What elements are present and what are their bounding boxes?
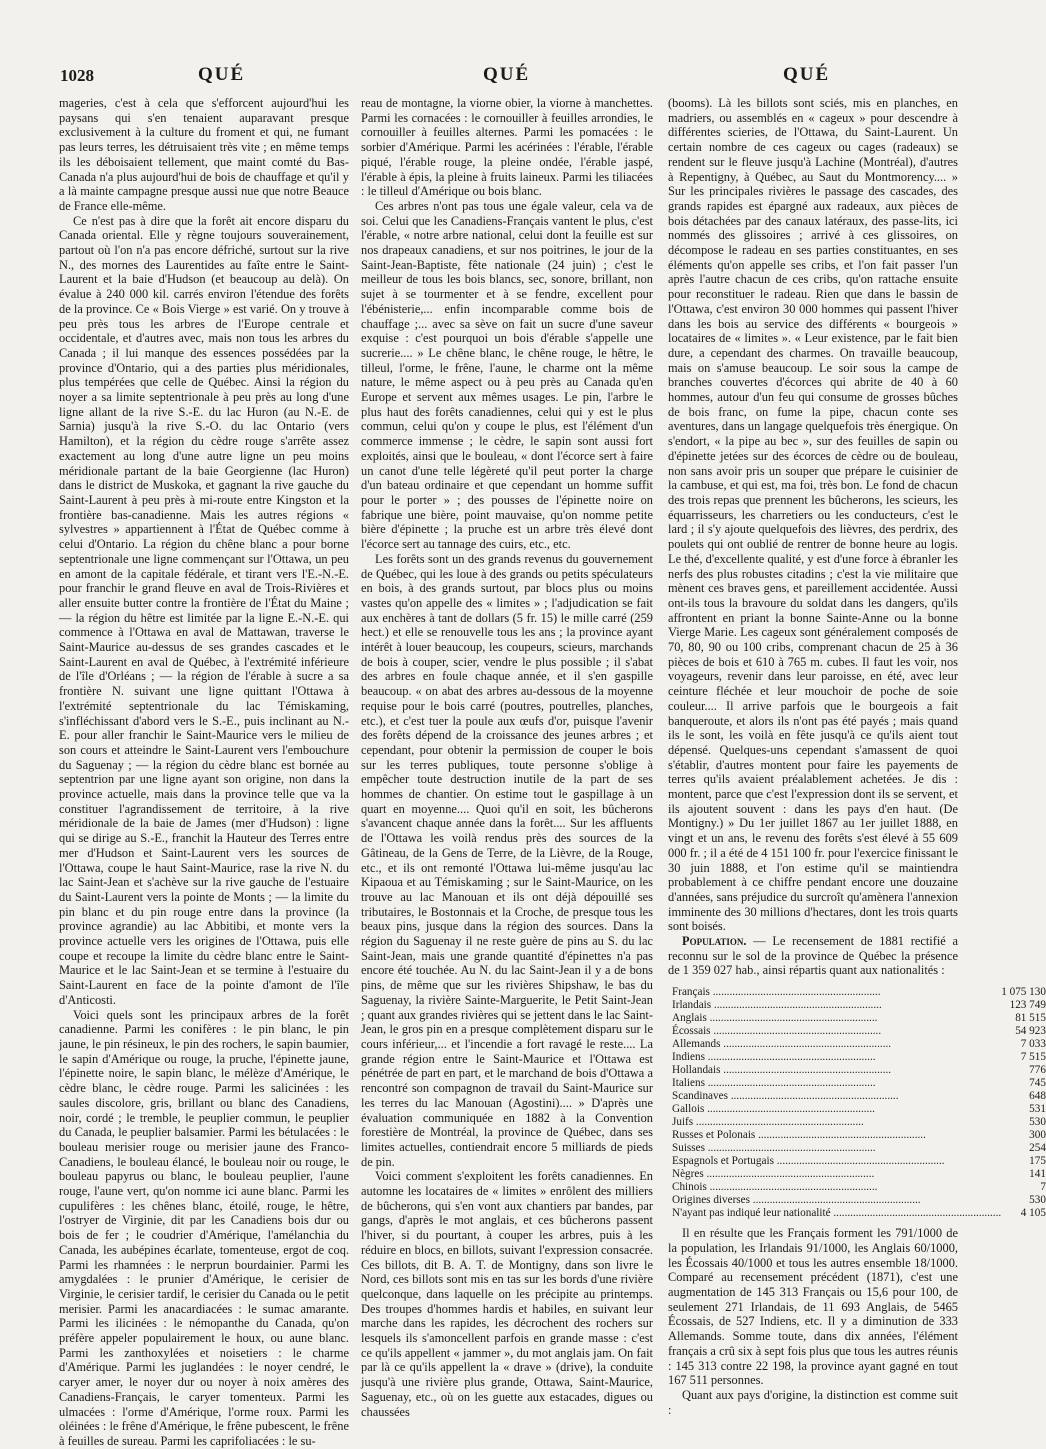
nationality-name: Hollandais ............................................................ [672,1064,892,1077]
nationality-count: 123 749 [1009,999,1046,1012]
nationality-row [672,1129,1046,1142]
nationality-row [672,1116,1046,1129]
nationality-count: 7 [1040,1181,1046,1194]
nationality-row [672,1038,1046,1051]
nationality-count: 648 [1029,1090,1046,1103]
nationality-name: Français ............................................................ [672,986,881,999]
nationality-count: 254 [1029,1142,1046,1155]
page-number: 1028 [60,66,94,85]
paragraph: Voici comment s'exploitent les forêts canadiennes. En automne les locataires de « limites » enrôlent des milliers de bûcherons, qui s'en vont aux chantiers par bandes, par gangs, d'après le mot anglais, et ces bûcherons passent l'hiver, si du pourtant, à couper les arbres, puis à les réduire en blocs, en billots, suivant l'expression consacrée. Ces billots, dit B. A. T. de Montigny, dans son livre le Nord, ces billots sont mis en tas sur les bords d'une rivière quelconque, dans laquelle on les précipite au printemps. Des troupes d'hommes hardis et habiles, en suivant leur marche dans les rapides, les décrochent des rochers sur lesquels ils s'amoncellent parfois en grande masse : c'est ce qu'ils appellent « jammer », du mot anglais jam. On fait par là ce qu'ils appellent la « drave » (drive), la conduite jusqu'à une rivière plus grande, Ottawa, Saint-Maurice, Saguenay, etc., où on les guette aux estacades, digues ou chaussées [361,1169,653,1419]
paragraph: Les forêts sont un des grands revenus du gouvernement de Québec, qui les loue à des grands ou petits spéculateurs en bois, à des grands surtout, par blocs plus ou moins vastes qu'on appelle des « limites » ; l'adjudication se fait aux enchères à tant de dollars (5 fr. 15) le mille carré (259 hect.) et elle se renouvelle tous les ans ; la province ayant intérêt à louer beaucoup, les coupeurs, scieurs, marchands de bois à couper, scier, vendre le plus possible ; il s'abat des arbres en foule chaque année, et il s'en gaspille beaucoup. « on abat des arbres au-dessous de la moyenne requise pour le bois carré (poutres, poutrelles, planches, etc.), et c'est tuer la poule aux œufs d'or, puisque l'avenir des forêts dépend de la croissance des jeunes arbres ; et cependant, pour obtenir la permission de couper le bois sur les terres publiques, toute personne s'oblige à empêcher toute destruction inutile de la part de ses hommes de chantier. On estime tout le gaspillage à un quart en moyenne.... Quoi qu'il en soit, les bûcherons s'avancent chaque année dans la forêt.... Sur les affluents de l'Ottawa les voilà rendus près des sources de la Gâtineau, de la Gens de Terre, de la Lièvre, de la Rouge, etc., et ils ont remonté l'Ottawa lui-même jusqu'au lac Kipaoua et au Témiskaming ; sur le Saint-Maurice, on les trouve au lac Manouan et ils ont déjà dépouillé ses tributaires, le Bostonnais et la Croche, de presque tous les beaux pins, jusque dans la région des sources. Dans la région du Saguenay il ne reste guère de pins au S. du lac Saint-Jean, mais une grande quantité d'épinettes n'a pas encore été touchée. Au N. du lac Saint-Jean il y a de bons pins, de même que sur les rivières Shipshaw, le bas du Saguenay, la rivière Sainte-Marguerite, le Petit Saint-Jean ; quant aux grandes rivières qui se jettent dans le lac Saint-Jean, le gros pin en a presque complètement disparu sur le cours inférieur,... et l'incendie a fort ravagé le reste.... La grande région entre le Saint-Maurice et l'Ottawa est pénétrée de part en part, et le marchand de bois d'Ottawa a rencontré son compagnon de travail du Saint-Maurice sur les terres du lac Manouan (Agostini).... » D'après une évaluation communiquée en 1882 à la Convention forestière de Montréal, la province de Québec, dans ses limites actuelles, contiendrait encore 5 milliards de pieds de pin. [361,551,653,1169]
nationality-count: 7 033 [1020,1038,1046,1051]
nationality-count: 531 [1029,1103,1046,1116]
nationality-count: 4 105 [1020,1207,1046,1220]
nationality-row [672,1025,1046,1038]
nationality-row [672,1077,1046,1090]
population-paragraph [668,934,958,978]
running-head-left: QUÉ [198,64,246,85]
nationality-name: Russes et Polonais ............................................................ [672,1129,926,1142]
nationality-name: Allemands ............................................................ [672,1038,892,1051]
text-column-3 [668,96,1046,1417]
paragraph: (booms). Là les billots sont sciés, mis en planches, en madriers, ou assemblés en « cageux » pour descendre à différentes scieries, de l'Ottawa, du Saint-Laurent. Un certain nombre de ces cageux ou cages (radeaux) se rendent sur le fleuve jusqu'à Lachine (Montréal), d'autres à Repentigny, à Québec, au Saut du Montmorency.... » Sur les principales rivières le passage des cascades, des grands rapides est épargné aux radeaux, aux pièces de bois détachées par des canaux latéraux, des passe-lits, ici nommés des glissoires ; arrivé à ces glissoires, on décompose le radeau en ses parties constituantes, en ses éléments qu'on appelle ses cribs, et l'on fait passer l'un après l'autre chacun de ces cribs, qu'on rattache ensuite pour reconstituer le radeau. Rien que dans le bassin de l'Ottawa, c'est environ 30 000 hommes qui passent l'hiver dans les bois au service des différents « bourgeois » locataires de « limites ». « Leur existence, par le fait bien dure, a cependant des charmes. On travaille beaucoup, mais on s'amuse beaucoup. Le soir sous la campe de branches couvertes d'écorces qui abrite de 40 à 60 hommes, autour d'un feu qui consume de grosses bûches de bois franc, on fume la pipe, chacun conte ses aventures, dans un langage quelquefois très énergique. On s'endort, « la pipe au bec », sur des feuilles de sapin ou d'épinette jetées sur des écorces de cèdre ou de bouleau, non sans avoir pris un souper que prépare le cuisinier de la cambuse, et qui est, ma foi, très bon. Le fond de chacun des trois repas que prennent les bûcherons, les scieurs, les équarrisseurs, les charretiers ou les conducteurs, c'est le lard ; il s'y ajoute quelquefois des lièvres, des perdrix, des poulets qui ont oublié de rentrer de bonne heure au logis. Le thé, d'excellente qualité, y est d'une force à ébranler les nerfs des plus robustes citadins ; c'est la vie militaire que mènent ces braves gens, et pareillement accidentée. Aussi ont-ils tous la bravoure du soldat dans les dangers, qu'ils affrontent en priant la bonne Sainte-Anne ou la bonne Vierge Marie. Les cageux sont généralement composés de 70, 80, 90 ou 100 cribs, comprenant chacun de 25 à 36 pièces de bois et 610 à 765 m. cubes. Il faut les voir, nos voyageurs, revenir dans leur paroisse, en été, avec leur ceinture fléchée et leur mouchoir de poche de soie couleur.... Il arrive parfois que le bourgeois a fait banqueroute, et alors ils n'ont pas été payés ; mais quand ils le sont, les voilà en fête jusqu'à ce qu'ils aient tout dépensé. Quelques-uns cependant s'amassent de quoi s'établir, d'autres montent pour faire les payements de terres qu'ils avaient préalablement achetées. Je dis : montent, parce que c'est l'expression dont ils se servent, et ils ajoutent souvent : dans les pays d'en haut. (De Montigny.) » Du 1er juillet 1867 au 1er juillet 1888, en vingt et un ans, le revenu des forêts s'est élevé à 55 609 000 fr. ; il a été de 4 151 100 fr. pour l'exercice finissant le 30 juin 1888, et l'on estime qu'il se maintiendra probablement à ce chiffre pendant encore une douzaine d'années, sans préjudice du surcroît qu'amènera l'annexion imminente des 30 millions d'hectares, dont les trois quarts sont boisés. [668,96,958,934]
section-label: Population. [682,934,747,949]
paragraph: reau de montagne, la viorne obier, la viorne à manchettes. Parmi les cornacées : le cornouiller à feuilles arrondies, le cornouiller à feuilles alternes. Parmi les pomacées : le sorbier d'Amérique. Parmi les acérinées : l'érable, l'érable piqué, l'érable rouge, la pleine ondée, l'érable jaspé, l'érable à épis, la pleine à fruits laineux. Parmi les tiliacées : le tilleul d'Amérique ou bois blanc. [361,96,653,199]
nationality-name: Chinois ............................................................ [672,1181,878,1194]
nationality-count: 776 [1029,1064,1046,1077]
nationality-count: 7 515 [1020,1051,1046,1064]
paragraph: Ces arbres n'ont pas tous une égale valeur, cela va de soi. Celui que les Canadiens-Français vantent le plus, c'est l'érable, « notre arbre national, celui dont la feuille est sur nos drapeaux canadiens, et sur nos poitrines, le jour de la Saint-Jean-Baptiste, fête nationale (24 juin) ; c'est le meilleur de tous les bois blancs, sec, sonore, brillant, non sujet à se tourmenter et à se fendre, excellent pour l'ébénisterie,... enfin incomparable comme bois de chauffage ;... avec sa sève on fait un sucre d'une saveur exquise : c'est pourquoi un bois d'érable s'appelle une sucrerie.... » Le chêne blanc, le chêne rouge, le hêtre, le tilleul, l'orme, le frêne, l'aune, le charme ont la même nature, le même aspect ou à peu près au Canada qu'en Europe et servent aux mêmes usages. Le pin, l'arbre le plus haut des forêts canadiennes, celui qui y est le plus commun, celui qu'on y coupe le plus, est l'élément d'un commerce immense ; le cèdre, le sapin sont aussi fort exploités, ainsi que le bouleau, « dont l'écorce sert à faire un canot d'une telle légèreté qu'il peut porter la charge d'un bateau ordinaire et que cependant un homme suffit pour le porter » ; des pousses de l'épinette noire on fabrique une bière, point mauvaise, qu'on nomme petite bière d'épinette ; la pruche est un arbre très élevé dont l'écorce sert au tannage des cuirs, etc., etc. [361,198,653,552]
text-column-1 [59,96,349,1448]
paragraph: Quant aux pays d'origine, la distinction est comme suit : [668,1387,958,1417]
nationality-name: Irlandais ............................................................ [672,999,882,1012]
nationality-name: Suisses ............................................................ [672,1142,876,1155]
nationality-count: 530 [1029,1194,1046,1207]
nationality-name: Espagnols et Portugais ............................................................ [672,1155,945,1168]
nationality-row [672,1168,1046,1181]
nationality-count: 81 515 [1015,1012,1046,1025]
nationality-row [672,1181,1046,1194]
paragraph: Il en résulte que les Français forment les 791/1000 de la population, les Irlandais 91/1000, les Anglais 60/1000, les Écossais 40/1000 et tous les autres ensemble 18/1000. Comparé au recensement précédent (1871), c'est une augmentation de 145 313 Français ou 15,6 pour 100, de seulement 271 Irlandais, de 11 693 Anglais, de 5465 Écossais, de 527 Indiens, etc. Il y a diminution de 333 Allemands. Somme toute, dans dix années, l'élément français a crû six à sept fois plus que tous les autres réunis : 145 313 contre 22 198, la province ayant gagné en tout 167 511 personnes. [668,1226,958,1388]
nationality-name: N'ayant pas indiqué leur nationalité ............................................................ [672,1207,1002,1220]
nationality-count: 300 [1029,1129,1046,1142]
nationality-count: 141 [1029,1168,1046,1181]
nationality-name: Nègres ............................................................ [672,1168,875,1181]
page-header [0,62,1000,92]
nationality-name: Gallois ............................................................ [672,1103,875,1116]
nationality-row [672,1012,1046,1025]
running-head-right: QUÉ [783,64,831,85]
nationality-count: 175 [1029,1155,1046,1168]
nationality-name: Juifs ............................................................ [672,1116,864,1129]
nationality-name: Origines diverses ............................................................ [672,1194,921,1207]
nationality-row [672,1207,1046,1220]
paragraph: Voici quels sont les principaux arbres de la forêt canadienne. Parmi les conifères : le pin blanc, le pin jaune, le pin résineux, le pin des rochers, le sapin baumier, le sapin d'Amérique ou rouge, la pruche, l'épinette jaune, l'épinette noire, le sapin blanc, le mélèze d'Amérique, le cèdre blanc, le cèdre rouge. Parmi les salicinées : les saules discolore, gris, brillant ou blanc des Canadiens, noir, cordé ; le tremble, le peuplier commun, le peuplier du Canada, le peuplier balsamier. Parmi les bétulacées : le bouleau merisier rouge ou merisier jaune des Franco-Canadiens, le bouleau élancé, le bouleau noir ou rouge, le bouleau papyrus ou blanc, le bouleau peuplier, l'aune rouge, l'aune vert, qu'on nomme ici aune blanc. Parmi les cupulifères : les chênes blanc, étoilé, rouge, le hêtre, l'ostryer de Virginie, dit par les Canadiens bois dur ou bois de fer ; le coudrier d'Amérique, l'amélanchia du Canada, les aubépines écarlate, tomenteuse, ergot de coq. Parmi les rhamnées : le nerprun bourdainier. Parmi les amygdalées : le prunier d'Amérique, le cerisier de Virginie, le cerisier tardif, le cerisier du Canada ou le petit merisier. Parmi les anacardiacées : le sumac amarante. Parmi les ilicinées : le némopanthe du Canada, qu'on préfère appeler populairement le houx, ou aune blanc. Parmi les zanthoxylées et noisetiers : le charme d'Amérique. Parmi les juglandées : le noyer cendré, le caryer amer, le noyer dur ou noyer à noix amères des Canadiens-Français, le caryer tomenteux. Parmi les ulmacées : l'orme d'Amérique, l'orme roux. Parmi les oléinées : le frêne d'Amérique, le frêne pubescent, le frêne à feuilles de sureau. Parmi les caprifoliacées : le su- [59,1007,349,1448]
nationality-row [672,1155,1046,1168]
nationality-count: 54 923 [1015,1025,1046,1038]
nationality-name: Anglais ............................................................ [672,1012,878,1025]
paragraph: mageries, c'est à cela que s'efforcent aujourd'hui les paysans qui s'en tenaient auparavant presque exclusivement à la culture du froment et qui, ne fumant pas leurs terres, les détruisaient très vite ; en même temps ils les déboisaient tellement, que maint comté du Bas-Canada n'a plus aujourd'hui de bois de chauffage et qu'il y a là mainte campagne presque aussi nue que notre Beauce de France elle-même. [59,96,349,213]
nationality-row [672,1090,1046,1103]
text-column-2 [361,96,653,1419]
population-intro: — Le recensement de 1881 rectifié a reconnu sur le sol de la province de Québec la présence de 1 359 027 hab., ainsi répartis quant aux nationalités : [668,934,958,978]
nationality-name: Écossais ............................................................ [672,1025,882,1038]
nationality-count: 1 075 130 [1001,986,1046,999]
nationality-name: Scandinaves ............................................................ [672,1090,899,1103]
nationality-count: 530 [1029,1116,1046,1129]
nationality-row [672,986,1046,999]
nationality-count: 745 [1029,1077,1046,1090]
nationality-name: Italiens ............................................................ [672,1077,876,1090]
nationality-row [672,1194,1046,1207]
nationality-table [672,986,1046,1220]
nationality-name: Indiens ............................................................ [672,1051,876,1064]
nationality-row [672,1103,1046,1116]
nationality-row [672,1142,1046,1155]
nationality-row [672,999,1046,1012]
nationality-row [672,1051,1046,1064]
paragraph: Ce n'est pas à dire que la forêt ait encore disparu du Canada oriental. Elle y règne toujours souverainement, partout où l'on n'a pas encore défriché, surtout sur la rive N., des mornes des Laurentides au faîte entre le Saint-Laurent et la baie d'Hudson (et beaucoup au delà). On évalue à 240 000 kil. carrés environ l'étendue des forêts de la province. Ce « Bois Vierge » est varié. On y trouve à peu près tous les arbres de l'Europe centrale et occidentale, et d'autres avec, mais non tous les arbres du Canada ; il lui manque des essences possédées par la province d'Ontario, qui a des parties plus méridionales, plus tempérées que celle de Québec. Ainsi la région du noyer a sa limite septentrionale à peu près au long d'une ligne allant de la rive S.-E. du lac Huron (au N.-E. de Sarnia) jusqu'à la rive S.-O. du lac Ontario (vers Hamilton), et la région du cèdre rouge s'arrête assez exactement au long d'une autre ligne un peu moins méridionale partant de la baie Georgienne (lac Huron) dans le district de Muskoka, et gagnant la rive gauche du Saint-Laurent à peu près à mi-route entre Kingston et la frontière bas-canadienne. Mais les autres régions « sylvestres » appartiennent à l'État de Québec comme à celui d'Ontario. La région du chêne blanc a pour borne septentrionale une ligne commençant sur l'Ottawa, un peu en amont de la capitale fédérale, et tirant vers l'E.-N.-E. pour franchir le grand fleuve en aval de Trois-Rivières et aller ensuite butter contre la frontière de l'État du Maine ; — la région du hêtre est limitée par la ligne E.-N.-E. qui commence à l'Ottawa en aval de Mattawan, traverse le Saint-Maurice au-dessus de ses grandes cascades et le Saint-Laurent en aval de Québec, à l'extrémité inférieure de l'île d'Orléans ; — la région de l'érable à sucre a sa frontière N. suivant une ligne quittant l'Ottawa à l'extrémité septentrionale du lac Témiskaming, s'infléchissant d'abord vers le S.-E., puis inclinant au N.-E. pour aller franchir le Saint-Maurice vers le milieu de son cours et atteindre le Saint-Laurent vers l'embouchure du Saguenay ; — la région du cèdre blanc est bornée au septentrion par une ligne ayant son origine, non dans la province actuelle, mais dans la province telle que va la constituer l'agrandissement de territoire, à la rive méridionale de la baie de James (mer d'Hudson) : ligne qui se dirige au S.-E., franchit la Hauteur des Terres entre mer d'Hudson et Saint-Laurent vers les sources de l'Ottawa, coupe le haut Saint-Maurice, rase la rive N. du lac Saint-Jean et s'achève sur la rive gauche de l'estuaire du Saint-Laurent vers la pointe de Monts ; — la limite du pin blanc et du pin rouge entre dans la province (la province agrandie) au lac Abbitibi, et monte vers la province actuelle vers les origines de l'Ottawa, puis elle coupe et recoupe la limite du cèdre blanc entre le Saint-Maurice et le lac Saint-Jean et se termine à l'estuaire du Saint-Laurent en face de la pointe d'amont de l'île d'Anticosti. [59,213,349,1007]
nationality-row [672,1064,1046,1077]
running-head-center: QUÉ [483,64,531,85]
